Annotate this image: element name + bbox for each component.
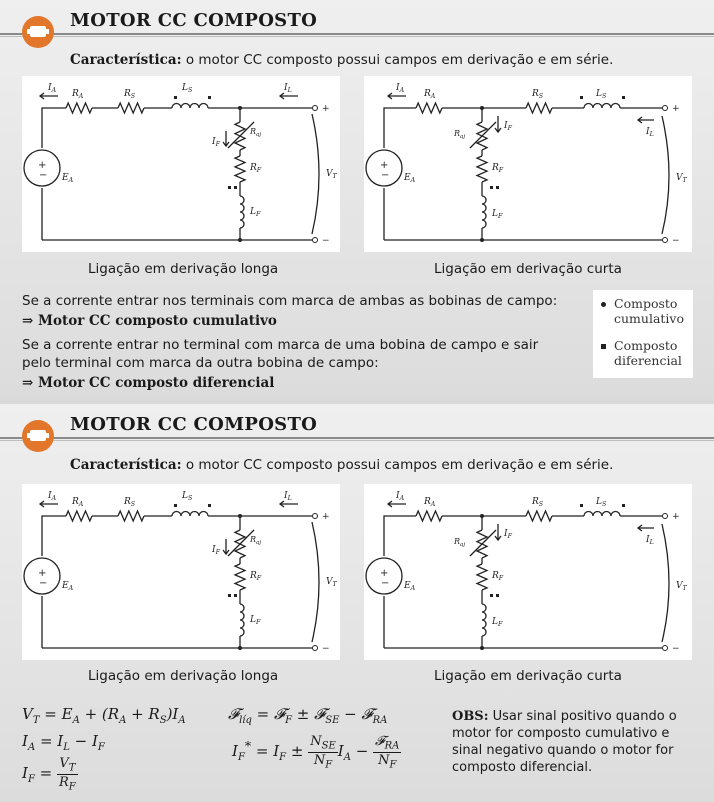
adj-arrow bbox=[470, 530, 496, 556]
junction bbox=[238, 514, 242, 518]
resistor-rs bbox=[118, 103, 144, 113]
current-arrow-il bbox=[638, 117, 654, 123]
inductor-ls bbox=[172, 512, 208, 517]
label-vt: $V_T$ bbox=[676, 173, 687, 184]
label-radj: $R_{aj}$ bbox=[454, 129, 466, 140]
polarity-dot bbox=[622, 96, 625, 99]
voltage-arc bbox=[312, 522, 319, 642]
inductor-lf bbox=[482, 604, 486, 636]
label-il: $I_L$ bbox=[284, 83, 292, 94]
resistor-rf bbox=[235, 156, 245, 182]
polarity-dot bbox=[490, 186, 493, 189]
terminal-plus bbox=[663, 514, 668, 519]
header-rule bbox=[0, 437, 714, 439]
polarity-dot bbox=[228, 186, 231, 189]
wire-left-top bbox=[384, 516, 416, 556]
label-vt: $V_T$ bbox=[326, 577, 337, 588]
resistor-rf bbox=[477, 156, 487, 182]
characteristic-label: Característica: bbox=[70, 52, 182, 68]
wire-left-top bbox=[42, 516, 66, 556]
label-il: $I_L$ bbox=[284, 491, 292, 502]
label-ia: $I_A$ bbox=[48, 83, 57, 94]
terminal-plus bbox=[313, 106, 318, 111]
equation-if: $I_F$ = $\frac{V_T}{R_F}$ bbox=[22, 756, 76, 793]
label-ra: $R_A$ bbox=[424, 497, 436, 508]
caption-short-shunt: Ligação em derivação curta bbox=[434, 668, 622, 684]
source-minus: − bbox=[39, 578, 48, 589]
equation-mmf-net: 𝓕$_{líq}$ = 𝓕$_F$ ± 𝓕$_{SE}$ − 𝓕$_{RA}$ bbox=[228, 705, 388, 726]
resistor-ra bbox=[416, 511, 442, 521]
slide-2 bbox=[0, 404, 714, 802]
junction bbox=[238, 646, 242, 650]
condition-cumulative: Se a corrente entrar nos terminais com marca de ambas as bobinas de campo: bbox=[22, 293, 558, 309]
polarity-dot bbox=[228, 594, 231, 597]
label-rs: $R_S$ bbox=[532, 89, 544, 100]
legend-differential: Composto diferencial bbox=[601, 338, 682, 368]
label-rs: $R_S$ bbox=[532, 497, 544, 508]
round-bullet-icon bbox=[601, 302, 606, 307]
label-ea: $E_A$ bbox=[404, 581, 416, 592]
polarity-dot bbox=[208, 96, 211, 99]
polarity-dot bbox=[580, 96, 583, 99]
resistor-ra bbox=[66, 511, 92, 521]
slide-title: MOTOR CC COMPOSTO bbox=[70, 10, 318, 31]
characteristic-line bbox=[70, 52, 613, 68]
circuit-short-shunt bbox=[364, 76, 692, 252]
polarity-dot bbox=[234, 594, 237, 597]
label-lf: $L_F$ bbox=[492, 617, 503, 628]
current-arrow-if bbox=[495, 524, 501, 540]
label-plus: + bbox=[322, 512, 330, 522]
label-vt: $V_T$ bbox=[676, 581, 687, 592]
label-lf: $L_F$ bbox=[492, 209, 503, 220]
label-minus: − bbox=[322, 644, 330, 654]
current-arrow-il bbox=[638, 525, 654, 531]
slide-title: MOTOR CC COMPOSTO bbox=[70, 414, 318, 435]
terminal-plus bbox=[313, 514, 318, 519]
junction bbox=[238, 106, 242, 110]
current-arrow-if bbox=[223, 539, 229, 554]
label-minus: − bbox=[672, 236, 680, 246]
label-rs: $R_S$ bbox=[124, 497, 136, 508]
equation-ia: $I_A = I_L - I_F$ bbox=[22, 732, 105, 753]
source-minus: − bbox=[381, 578, 390, 589]
equation-vt: $V_T = E_A + (R_A + R_S)I_A$ bbox=[22, 705, 186, 726]
label-ra: $R_A$ bbox=[72, 89, 84, 100]
polarity-dot bbox=[496, 186, 499, 189]
caption-long-shunt: Ligação em derivação longa bbox=[88, 668, 279, 684]
resistor-ra bbox=[416, 103, 442, 113]
label-il: $I_L$ bbox=[646, 535, 654, 546]
junction bbox=[238, 238, 242, 242]
resistor-rf bbox=[477, 564, 487, 590]
polarity-dot bbox=[580, 504, 583, 507]
resistor-rs bbox=[526, 103, 552, 113]
resistor-ra bbox=[66, 103, 92, 113]
obs-text: Usar sinal positivo quando o motor for composto cumulativo e sinal negativo quando o motor for composto diferencial. bbox=[452, 709, 677, 775]
caption-long-shunt: Ligação em derivação longa bbox=[88, 261, 279, 277]
label-if: $I_F$ bbox=[504, 529, 512, 540]
inductor-ls bbox=[172, 104, 208, 109]
label-ia: $I_A$ bbox=[396, 491, 405, 502]
label-ra: $R_A$ bbox=[424, 89, 436, 100]
junction bbox=[480, 646, 484, 650]
inductor-ls bbox=[584, 512, 620, 517]
polarity-dot bbox=[496, 594, 499, 597]
label-lf: $L_F$ bbox=[250, 207, 261, 218]
current-arrow-if bbox=[223, 131, 229, 146]
long-shunt-diagram bbox=[22, 76, 340, 252]
terminal-minus bbox=[313, 646, 318, 651]
label-ls: $L_S$ bbox=[182, 83, 193, 94]
wire-left-top bbox=[384, 108, 416, 148]
caption-short-shunt: Ligação em derivação curta bbox=[434, 261, 622, 277]
condition-differential-b: pelo terminal com marca da outra bobina de campo: bbox=[22, 355, 379, 371]
header-rule bbox=[0, 33, 714, 35]
source-plus: + bbox=[38, 160, 47, 171]
source-plus: + bbox=[380, 568, 389, 579]
label-rs: $R_S$ bbox=[124, 89, 136, 100]
wire-left-top bbox=[42, 108, 66, 148]
circuit-long-shunt bbox=[22, 484, 340, 660]
terminal-minus bbox=[663, 646, 668, 651]
label-ia: $I_A$ bbox=[396, 83, 405, 94]
label-if: $I_F$ bbox=[212, 137, 220, 148]
junction bbox=[480, 238, 484, 242]
label-radj: $R_{aj}$ bbox=[250, 535, 262, 546]
junction bbox=[480, 106, 484, 110]
short-shunt-diagram bbox=[364, 76, 692, 252]
square-bullet-icon bbox=[601, 344, 606, 349]
junction bbox=[480, 514, 484, 518]
label-ea: $E_A$ bbox=[404, 173, 416, 184]
slide-header bbox=[0, 0, 714, 48]
label-vt: $V_T$ bbox=[326, 169, 337, 180]
label-plus: + bbox=[672, 104, 680, 114]
circuit-long-shunt bbox=[22, 76, 340, 252]
dot-convention-legend bbox=[593, 290, 693, 378]
source-minus: − bbox=[39, 170, 48, 181]
label-lf: $L_F$ bbox=[250, 615, 261, 626]
label-ls: $L_S$ bbox=[596, 89, 607, 100]
label-minus: − bbox=[322, 236, 330, 246]
circuit-short-shunt bbox=[364, 484, 692, 660]
obs-note bbox=[452, 708, 702, 776]
label-if: $I_F$ bbox=[504, 121, 512, 132]
characteristic-text: o motor CC composto possui campos em derivação e em série. bbox=[181, 457, 614, 473]
motor-logo-icon bbox=[22, 420, 54, 452]
equation-if-equivalent: $I_F^* = I_F$ ± $\frac{N_{SE}}{N_F}$ $I_A$ − $\frac{𝓕_{RA}}{N_F}$ bbox=[232, 734, 400, 771]
label-il: $I_L$ bbox=[646, 127, 654, 138]
label-radj: $R_{aj}$ bbox=[454, 537, 466, 548]
long-shunt-diagram bbox=[22, 484, 340, 660]
resistor-rf bbox=[235, 564, 245, 590]
legend-cumulative: Composto cumulativo bbox=[601, 296, 684, 326]
label-minus: − bbox=[672, 644, 680, 654]
label-rf: $R_F$ bbox=[250, 163, 262, 174]
label-rf: $R_F$ bbox=[250, 571, 262, 582]
label-ia: $I_A$ bbox=[48, 491, 57, 502]
result-differential: ⇒ Motor CC composto diferencial bbox=[22, 375, 275, 391]
slide-header bbox=[0, 404, 714, 452]
terminal-minus bbox=[313, 238, 318, 243]
polarity-dot bbox=[208, 504, 211, 507]
voltage-arc bbox=[662, 524, 669, 642]
inductor-lf bbox=[482, 196, 486, 228]
short-shunt-diagram bbox=[364, 484, 692, 660]
terminal-minus bbox=[663, 238, 668, 243]
label-radj: $R_{aj}$ bbox=[250, 127, 262, 138]
label-ls: $L_S$ bbox=[182, 491, 193, 502]
label-ra: $R_A$ bbox=[72, 497, 84, 508]
label-ea: $E_A$ bbox=[62, 173, 74, 184]
resistor-rs bbox=[526, 511, 552, 521]
label-plus: + bbox=[672, 512, 680, 522]
label-rf: $R_F$ bbox=[492, 571, 504, 582]
obs-label: OBS: bbox=[452, 709, 489, 724]
label-plus: + bbox=[322, 104, 330, 114]
resistor-rs bbox=[118, 511, 144, 521]
source-minus: − bbox=[381, 170, 390, 181]
result-cumulative: ⇒ Motor CC composto cumulativo bbox=[22, 313, 277, 329]
terminal-plus bbox=[663, 106, 668, 111]
voltage-arc bbox=[312, 114, 319, 234]
polarity-dot bbox=[622, 504, 625, 507]
motor-logo-icon bbox=[22, 16, 54, 48]
characteristic-label: Característica: bbox=[70, 457, 182, 473]
condition-differential-a: Se a corrente entrar no terminal com marca de uma bobina de campo e sair bbox=[22, 337, 539, 353]
polarity-dot bbox=[490, 594, 493, 597]
inductor-lf bbox=[240, 196, 244, 228]
slide-1 bbox=[0, 0, 714, 398]
inductor-lf bbox=[240, 604, 244, 636]
label-ls: $L_S$ bbox=[596, 497, 607, 508]
inductor-ls bbox=[584, 104, 620, 109]
voltage-arc bbox=[662, 116, 669, 234]
source-plus: + bbox=[380, 160, 389, 171]
polarity-dot bbox=[234, 186, 237, 189]
polarity-dot bbox=[174, 96, 177, 99]
label-ea: $E_A$ bbox=[62, 581, 74, 592]
header-rule-thin bbox=[0, 36, 714, 37]
header-rule-thin bbox=[0, 440, 714, 441]
label-if: $I_F$ bbox=[212, 545, 220, 556]
adj-arrow bbox=[470, 122, 496, 148]
characteristic-text: o motor CC composto possui campos em derivação e em série. bbox=[181, 52, 614, 68]
current-arrow-if bbox=[495, 116, 501, 132]
characteristic-line bbox=[70, 457, 613, 473]
polarity-dot bbox=[174, 504, 177, 507]
label-rf: $R_F$ bbox=[492, 163, 504, 174]
source-plus: + bbox=[38, 568, 47, 579]
